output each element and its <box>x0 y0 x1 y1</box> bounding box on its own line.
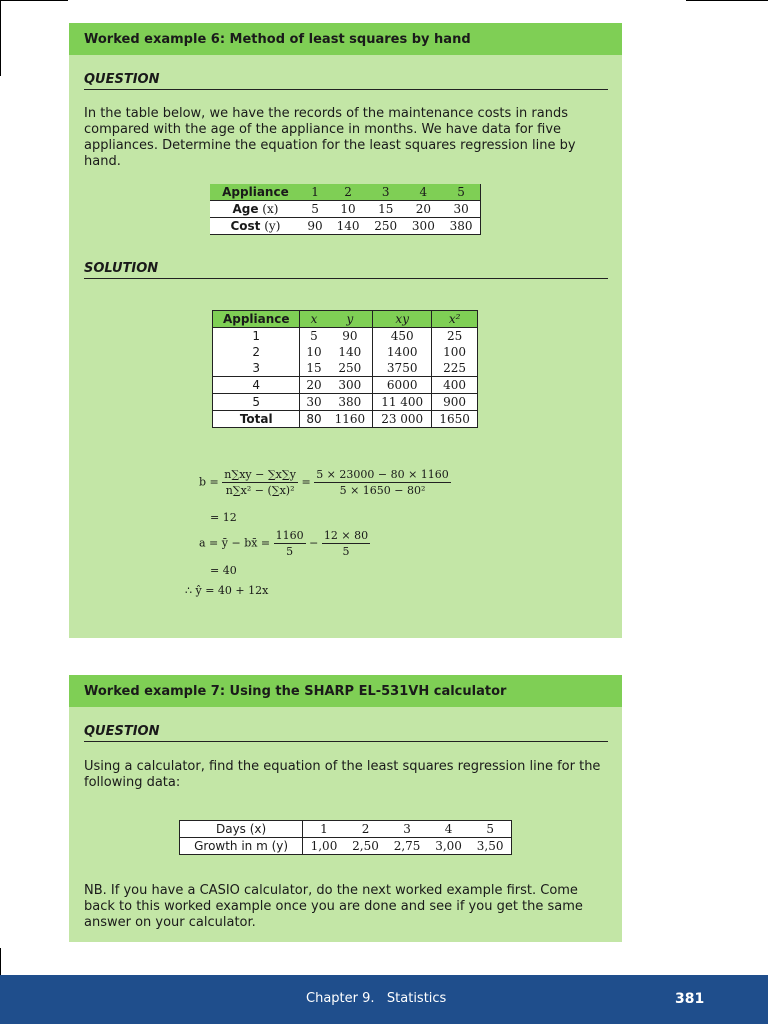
row-label: Growth in m (y) <box>180 838 303 855</box>
data-table <box>210 184 481 235</box>
table-header-cell: 2 <box>344 184 352 199</box>
fraction <box>322 529 370 558</box>
table-cell: Total <box>213 411 300 428</box>
table-cell: 250 <box>374 218 398 233</box>
table-header-cell: Appliance <box>213 311 300 328</box>
table-cell: 20 <box>306 377 322 392</box>
solution-table <box>212 310 478 428</box>
math-text: b = <box>199 475 219 489</box>
question-heading: QUESTION <box>84 724 608 742</box>
chapter-title: Chapter 9. Statistics <box>306 991 447 1006</box>
worked-example-7-title: Worked example 7: Using the SHARP EL-531VH calculator <box>69 675 622 707</box>
table-cell: 450 <box>373 328 432 345</box>
question-text: In the table below, we have the records of the maintenance costs in rands compared with the age of the appliance in months. We have data for five appliances. Determine the equation for the least squares regression line by hand. <box>84 106 576 169</box>
solution-heading: SOLUTION <box>84 261 608 279</box>
page-footer <box>0 975 768 1024</box>
table-cell: 30 <box>306 394 322 409</box>
crop-mark <box>0 0 1 76</box>
table-cell: 3 <box>213 360 300 377</box>
table-cell: 90 <box>307 218 323 233</box>
table-cell: 10 <box>340 201 356 216</box>
b-result: = 12 <box>210 511 237 524</box>
fraction <box>274 529 306 558</box>
table-cell: 30 <box>442 201 480 218</box>
table-cell: 2,75 <box>393 838 421 853</box>
row-label-text: Age <box>232 201 259 216</box>
table-cell: 2 <box>213 344 300 360</box>
table-cell: 1400 <box>373 344 432 360</box>
table-header-row <box>213 311 478 328</box>
fraction-numerator: 5 × 23000 − 80 × 1160 <box>316 468 449 481</box>
fraction <box>222 468 298 497</box>
table-header-cell: Appliance <box>222 184 289 199</box>
table-cell: 225 <box>443 360 467 375</box>
math-text: = <box>301 475 311 489</box>
table-cell: 5 <box>311 201 319 216</box>
note-text: NB. If you have a CASIO calculator, do the next worked example first. Come back to this worked example once you are done and see if you get the same answer on your calculator. <box>84 883 583 930</box>
fraction-numerator: 12 × 80 <box>323 529 369 542</box>
math-text: − <box>309 536 319 550</box>
table-total-row <box>213 411 478 428</box>
table-header-cell: xy <box>373 311 432 328</box>
table-cell: 1160 <box>328 411 373 428</box>
fraction-numerator: 1160 <box>275 529 304 542</box>
table-cell: 4 <box>213 377 300 394</box>
page-number: 381 <box>675 991 705 1007</box>
table-cell: 3 <box>403 821 411 836</box>
fraction-numerator: n∑xy − ∑x∑y <box>224 468 296 481</box>
table-header-cell: x <box>310 311 318 326</box>
table-cell: 3750 <box>373 360 432 377</box>
table-cell: 1 <box>320 821 328 836</box>
row-label <box>210 218 301 235</box>
row-label: Days (x) <box>180 821 303 838</box>
table-row <box>180 821 512 838</box>
growth-table <box>179 820 512 855</box>
solution-table-body <box>213 328 478 411</box>
crop-mark <box>686 0 768 1</box>
table-cell: 5 <box>213 394 300 411</box>
fraction-denominator: 5 <box>342 545 350 558</box>
table-header-cell: 5 <box>442 184 480 201</box>
table-row <box>213 377 478 394</box>
fraction-denominator: n∑x² − (∑x)² <box>225 484 295 497</box>
table-cell: 2,50 <box>352 838 379 853</box>
table-cell: 6000 <box>373 377 432 394</box>
row-label-var: (y) <box>264 218 281 233</box>
table-cell: 900 <box>443 394 467 409</box>
table-cell: 1650 <box>439 411 470 426</box>
table-cell: 1,00 <box>310 838 338 853</box>
table-header-cell: y <box>328 311 373 328</box>
table-row <box>210 218 481 235</box>
table-row <box>213 394 478 411</box>
table-cell: 300 <box>328 377 373 394</box>
table-cell: 10 <box>306 344 322 359</box>
table-cell: 4 <box>444 821 453 836</box>
question-heading: QUESTION <box>84 72 608 90</box>
crop-mark <box>0 0 68 1</box>
table-header-cell: 3 <box>381 184 390 199</box>
table-cell: 3,00 <box>435 838 462 853</box>
table-cell: 15 <box>306 360 322 375</box>
table-cell: 140 <box>328 344 373 360</box>
table-header-cell: 1 <box>311 184 319 199</box>
crop-mark <box>0 948 1 975</box>
row-label-text: Cost <box>230 218 261 233</box>
table-cell: 3,50 <box>476 838 504 853</box>
table-cell: 80 <box>306 411 322 426</box>
table-cell: 23 000 <box>373 411 432 428</box>
table-cell: 1 <box>213 328 300 345</box>
table-header-row <box>210 184 481 201</box>
final-equation: ∴ ŷ = 40 + 12x <box>185 584 269 597</box>
row-label <box>210 201 301 218</box>
a-equation <box>199 529 370 558</box>
b-equation <box>199 468 451 497</box>
table-cell: 15 <box>378 201 394 216</box>
table-cell: 300 <box>411 218 435 233</box>
table-cell: 380 <box>442 218 480 235</box>
worked-example-6-title: Worked example 6: Method of least squares by hand <box>69 23 622 55</box>
table-cell: 140 <box>336 218 360 233</box>
table-header-cell: 4 <box>419 184 428 199</box>
fraction-denominator: 5 <box>286 545 294 558</box>
table-cell: 100 <box>443 344 467 359</box>
table-cell: 250 <box>328 360 373 377</box>
table-row <box>210 201 481 218</box>
table-cell: 90 <box>328 328 373 345</box>
table-row <box>180 838 512 855</box>
table-cell: 400 <box>443 377 467 392</box>
question-text: Using a calculator, find the equation of the least squares regression line for the following data: <box>84 759 601 790</box>
table-row <box>213 344 478 360</box>
math-text: a = ȳ − bx̄ = <box>199 536 271 550</box>
table-row <box>213 360 478 377</box>
table-cell: 11 400 <box>373 394 432 411</box>
table-cell: 5 <box>310 328 318 343</box>
table-row <box>213 328 478 345</box>
table-cell: 5 <box>486 821 494 836</box>
fraction-denominator: 5 × 1650 − 80² <box>339 484 426 497</box>
table-cell: 20 <box>415 201 432 216</box>
table-cell: 2 <box>361 821 370 836</box>
fraction <box>314 468 451 497</box>
table-cell: 25 <box>446 328 463 343</box>
table-cell: 380 <box>328 394 373 411</box>
a-result: = 40 <box>210 564 237 577</box>
row-label-var: (x) <box>262 201 279 216</box>
table-header-cell: x² <box>448 311 461 326</box>
